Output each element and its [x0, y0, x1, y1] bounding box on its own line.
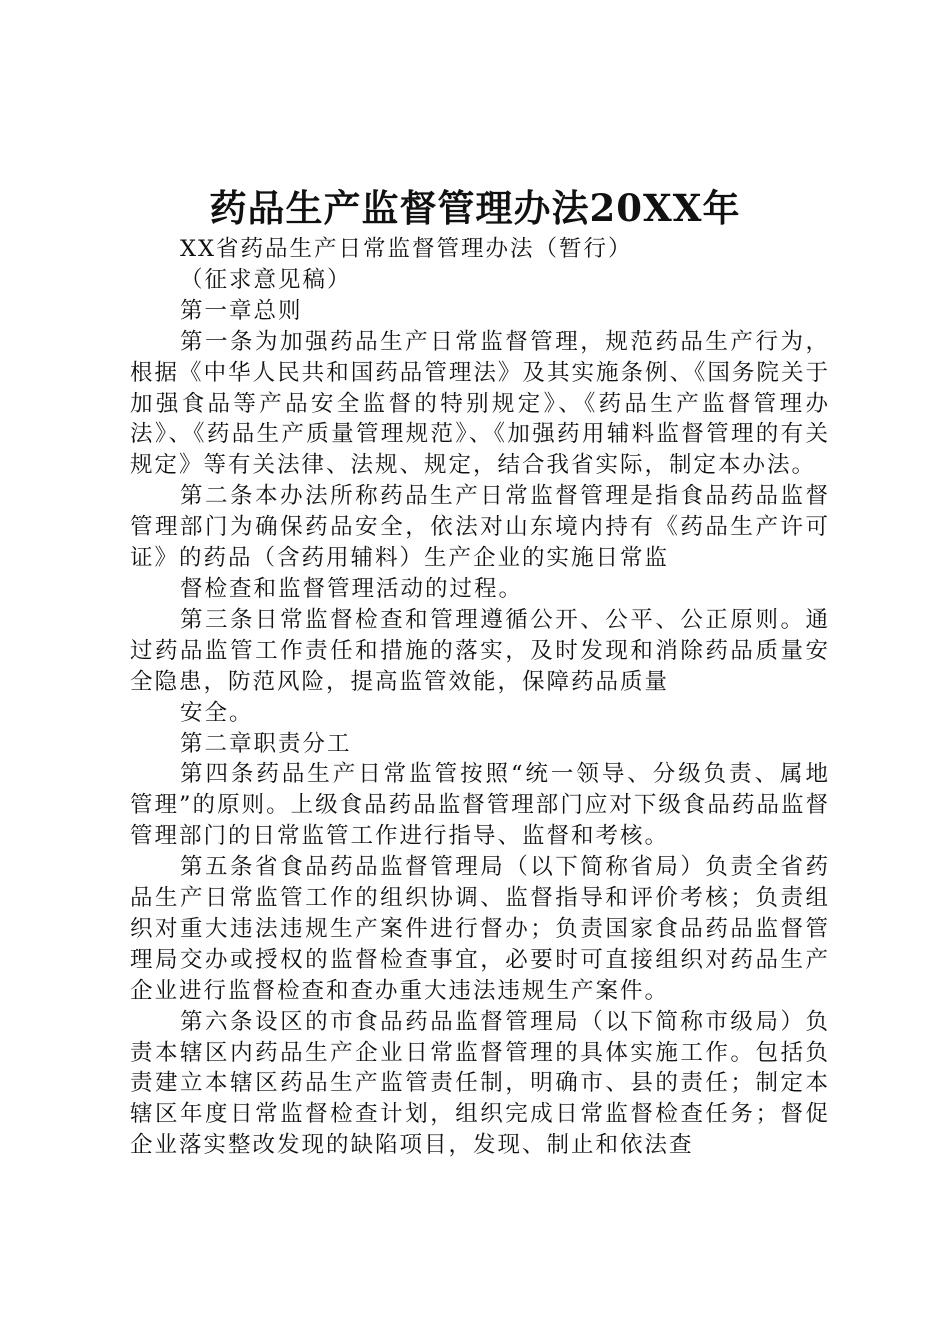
chapter-heading: 第二章职责分工 — [180, 730, 352, 757]
article-paragraph: 第五条省食品药品监督管理局（以下简称省局）负责全省药品生产日常监管工作的组织协调、监督指导和评价考核；负责组织对重大违法违规生产案件进行督办；负责国家食品药品监督管理局交办或授权的监督检查事宜，必要时可直接组织对药品生产企业进行监督检查和查办重大违法违规生产案件。 — [130, 854, 830, 1004]
paragraph-continuation: 督检查和监督管理活动的过程。 — [180, 575, 524, 602]
article-paragraph: 第一条为加强药品生产日常监督管理，规范药品生产行为，根据《中华人民共和国药品管理法》及其实施条例、《国务院关于加强食品等产品安全监督的特别规定》、《药品生产监督管理办法》、《药品生产质量管理规范》、《加强药用辅料监督管理的有关规定》等有关法律、法规、规定，结合我省实际，制定本办法。 — [130, 328, 830, 479]
document-title: 药品生产监督管理办法20XX年 — [209, 186, 741, 230]
subtitle-line: XX省药品生产日常监督管理办法（暂行） — [180, 236, 633, 262]
draft-note: （征求意见稿） — [180, 266, 352, 293]
document-body — [130, 234, 830, 1161]
chapter-heading: 第一章总则 — [180, 297, 303, 324]
article-paragraph: 第四条药品生产日常监管按照“统一领导、分级负责、属地管理”的原则。上级食品药品监督管理部门应对下级食品药品监督管理部门的日常监管工作进行指导、监督和考核。 — [130, 761, 830, 850]
article-paragraph: 第二条本办法所称药品生产日常监督管理是指食品药品监督管理部门为确保药品安全，依法对山东境内持有《药品生产许可证》的药品（含药用辅料）生产企业的实施日常监 — [130, 483, 830, 572]
article-paragraph: 第六条设区的市食品药品监督管理局（以下简称市级局）负责本辖区内药品生产企业日常监督管理的具体实施工作。包括负责建立本辖区药品生产监管责任制，明确市、县的责任；制定本辖区年度日常监督检查计划，组织完成日常监督检查任务；督促企业落实整改发现的缺陷项目，发现、制止和依法查 — [130, 1008, 830, 1159]
paragraph-continuation: 安全。 — [180, 699, 254, 726]
article-paragraph: 第三条日常监督检查和管理遵循公开、公平、公正原则。通过药品监管工作责任和措施的落实，及时发现和消除药品质量安全隐患，防范风险，提高监管效能，保障药品质量 — [130, 606, 830, 695]
